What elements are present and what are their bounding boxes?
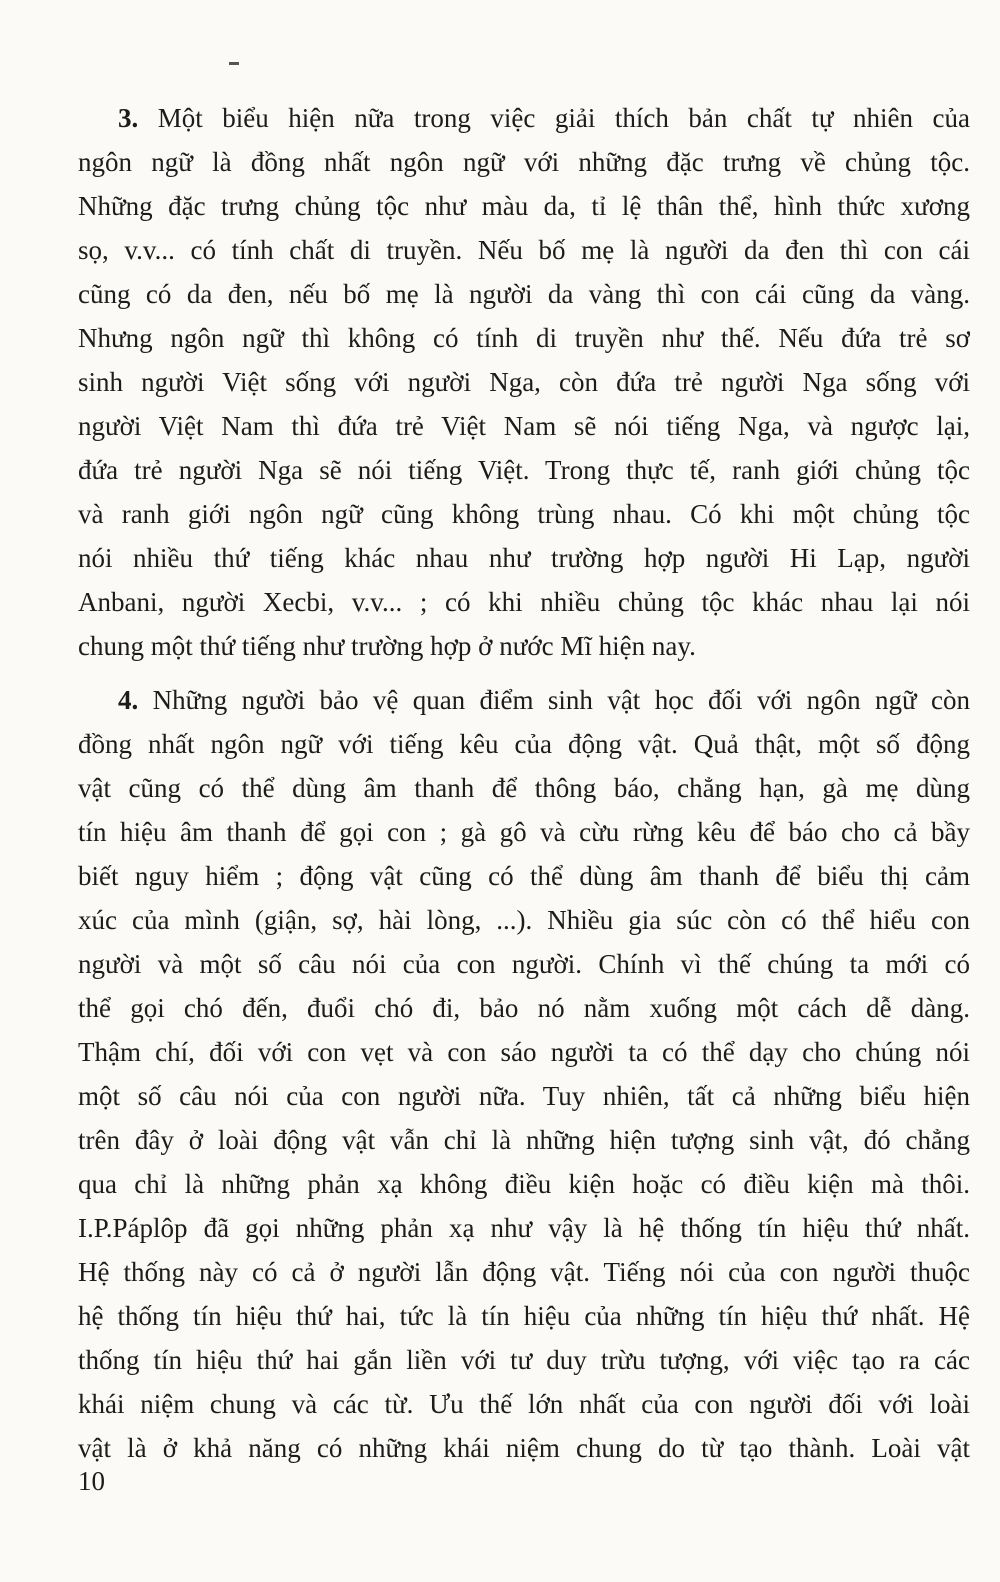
paragraph-3-line: Anbani, người Xecbi, v.v... ; có khi nhiều chủng tộc khác nhau lại nói	[78, 587, 970, 617]
paragraph-4-line: 4. Những người bảo vệ quan điểm sinh vật học đối với ngôn ngữ còn	[118, 685, 970, 715]
paragraph-4-line: hệ thống tín hiệu thứ hai, tức là tín hiệu của những tín hiệu thứ nhất. Hệ	[78, 1301, 970, 1331]
paragraph-4-line: người và một số câu nói của con người. Chính vì thế chúng ta mới có	[78, 949, 970, 979]
paragraph-4-line: Hệ thống này có cả ở người lẫn động vật. Tiếng nói của con người thuộc	[78, 1257, 970, 1287]
paragraph-4-line: xúc của mình (giận, sợ, hài lòng, ...). Nhiều gia súc còn có thể hiểu con	[78, 905, 970, 935]
paragraph-gap	[78, 668, 970, 678]
paragraph-4-line: vật là ở khả năng có những khái niệm chung do từ tạo thành. Loài vật	[78, 1433, 970, 1463]
paragraph-4-line: thống tín hiệu thứ hai gắn liền với tư duy trừu tượng, với việc tạo ra các	[78, 1345, 970, 1375]
paragraph-4-line: khái niệm chung và các từ. Ưu thế lớn nhất của con người đối với loài	[78, 1389, 970, 1419]
paragraph-3-line: cũng có da đen, nếu bố mẹ là người da vàng thì con cái cũng da vàng.	[78, 279, 970, 309]
paragraph-4-line: đồng nhất ngôn ngữ với tiếng kêu của động vật. Quả thật, một số động	[78, 729, 970, 759]
paragraph-3-line: sọ, v.v... có tính chất di truyền. Nếu bố mẹ là người da đen thì con cái	[78, 235, 970, 265]
paragraph-4-line: I.P.Páplôp đã gọi những phản xạ như vậy là hệ thống tín hiệu thứ nhất.	[78, 1213, 970, 1243]
paragraph-3-line: Nhưng ngôn ngữ thì không có tính di truyền như thế. Nếu đứa trẻ sơ	[78, 323, 970, 353]
paragraph-4-line: vật cũng có thể dùng âm thanh để thông báo, chẳng hạn, gà mẹ dùng	[78, 773, 970, 803]
paragraph-4-line: tín hiệu âm thanh để gọi con ; gà gô và cừu rừng kêu để báo cho cả bầy	[78, 817, 970, 847]
paragraph-3-line: người Việt Nam thì đứa trẻ Việt Nam sẽ nói tiếng Nga, và ngược lại,	[78, 411, 970, 441]
paragraph-4-line: qua chỉ là những phản xạ không điều kiện hoặc có điều kiện mà thôi.	[78, 1169, 970, 1199]
paragraph-4-line: Thậm chí, đối với con vẹt và con sáo người ta có thể dạy cho chúng nói	[78, 1037, 970, 1067]
paragraph-3-line: sinh người Việt sống với người Nga, còn đứa trẻ người Nga sống với	[78, 367, 970, 397]
text-block	[78, 96, 970, 1470]
paragraph-3-line: Những đặc trưng chủng tộc như màu da, tỉ lệ thân thể, hình thức xương	[78, 191, 970, 221]
paragraph-3-line: và ranh giới ngôn ngữ cũng không trùng nhau. Có khi một chủng tộc	[78, 499, 970, 529]
paragraph-4-line: trên đây ở loài động vật vẫn chỉ là những hiện tượng sinh vật, đó chẳng	[78, 1125, 970, 1155]
paragraph-3-line: 3. Một biểu hiện nữa trong việc giải thích bản chất tự nhiên của	[118, 103, 970, 133]
paragraph-4-number: 4.	[118, 685, 139, 715]
top-mark	[229, 62, 239, 65]
paragraph-3-line: đứa trẻ người Nga sẽ nói tiếng Việt. Trong thực tế, ranh giới chủng tộc	[78, 455, 970, 485]
paragraph-3-line: nói nhiều thứ tiếng khác nhau như trường hợp người Hi Lạp, người	[78, 543, 970, 573]
paragraph-4-line: một số câu nói của con người nữa. Tuy nhiên, tất cả những biểu hiện	[78, 1081, 970, 1111]
page-number: 10	[78, 1466, 105, 1496]
paragraph-3-line: chung một thứ tiếng như trường hợp ở nước Mĩ hiện nay.	[78, 631, 696, 661]
paragraph-4-line: biết nguy hiểm ; động vật cũng có thể dùng âm thanh để biểu thị cảm	[78, 861, 970, 891]
paragraph-4-line: thể gọi chó đến, đuổi chó đi, bảo nó nằm xuống một cách dễ dàng.	[78, 993, 970, 1023]
paragraph-3-number: 3.	[118, 103, 139, 133]
paragraph-3-line: ngôn ngữ là đồng nhất ngôn ngữ với những đặc trưng về chủng tộc.	[78, 147, 970, 177]
